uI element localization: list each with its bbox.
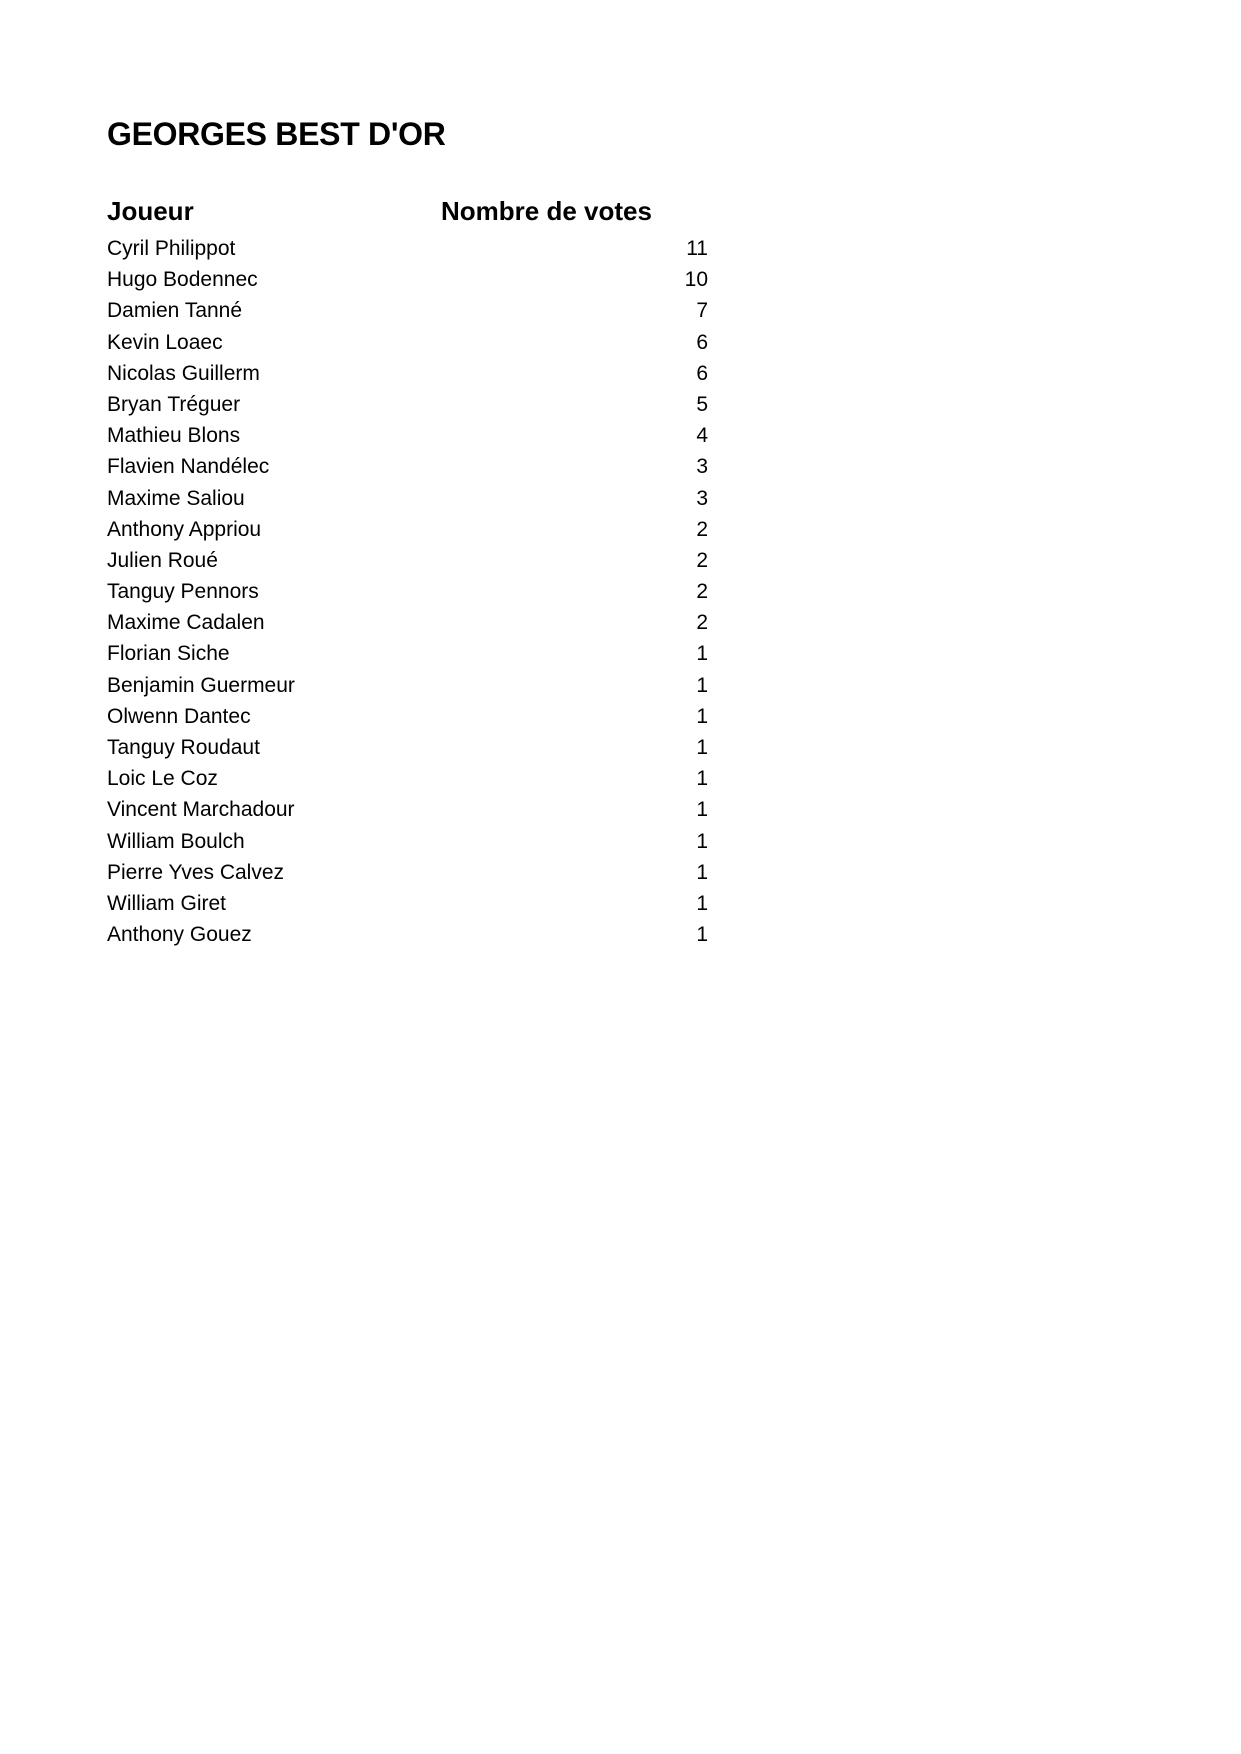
vote-count: 6 bbox=[696, 330, 708, 354]
player-name: Benjamin Guermeur bbox=[107, 673, 295, 697]
table-row bbox=[107, 483, 708, 514]
vote-count: 1 bbox=[696, 860, 708, 884]
table-row bbox=[107, 389, 708, 420]
player-name: Cyril Philippot bbox=[107, 237, 236, 260]
player-name: Nicolas Guillerm bbox=[107, 361, 260, 385]
vote-count: 1 bbox=[696, 767, 708, 791]
column-header-votes: Nombre de votes bbox=[441, 196, 652, 226]
table-row bbox=[107, 732, 708, 763]
player-name: Tanguy Roudaut bbox=[107, 736, 260, 759]
player-name: Bryan Tréguer bbox=[107, 392, 241, 416]
table-row bbox=[107, 420, 708, 451]
player-name: Kevin Loaec bbox=[107, 330, 223, 354]
table-row bbox=[107, 607, 708, 638]
vote-count: 2 bbox=[696, 517, 708, 541]
votes-table bbox=[107, 233, 708, 950]
vote-count: 10 bbox=[684, 268, 708, 292]
player-name: Julien Roué bbox=[107, 548, 218, 572]
table-row bbox=[107, 670, 708, 701]
table-row bbox=[107, 794, 708, 825]
table-row bbox=[107, 327, 708, 358]
table-row bbox=[107, 358, 708, 389]
player-name: Anthony Gouez bbox=[107, 923, 252, 947]
vote-count: 7 bbox=[696, 299, 708, 323]
vote-count: 1 bbox=[696, 891, 708, 915]
player-name: Maxime Saliou bbox=[107, 486, 245, 510]
table-row bbox=[107, 919, 708, 950]
vote-count: 2 bbox=[696, 548, 708, 572]
table-row bbox=[107, 857, 708, 888]
document-title: GEORGES BEST D'OR bbox=[107, 116, 446, 152]
player-name: Hugo Bodennec bbox=[107, 268, 258, 292]
vote-count: 1 bbox=[696, 704, 708, 728]
vote-count: 1 bbox=[696, 642, 708, 666]
vote-count: 1 bbox=[696, 829, 708, 853]
table-row bbox=[107, 888, 708, 919]
table-row bbox=[107, 451, 708, 482]
table-row bbox=[107, 264, 708, 295]
player-name: Anthony Appriou bbox=[107, 517, 262, 541]
player-name: Loic Le Coz bbox=[107, 767, 218, 791]
table-row bbox=[107, 514, 708, 545]
vote-count: 3 bbox=[696, 455, 708, 479]
player-name: Flavien Nandélec bbox=[107, 455, 270, 479]
player-name: Olwenn Dantec bbox=[107, 704, 251, 728]
table-row bbox=[107, 295, 708, 326]
player-name: Damien Tanné bbox=[107, 299, 243, 323]
player-name: William Giret bbox=[107, 891, 226, 915]
vote-count: 6 bbox=[696, 361, 708, 385]
vote-count: 5 bbox=[696, 392, 708, 416]
table-row bbox=[107, 576, 708, 607]
vote-count: 3 bbox=[696, 486, 708, 510]
table-row bbox=[107, 763, 708, 794]
vote-count: 1 bbox=[696, 736, 708, 759]
player-name: Pierre Yves Calvez bbox=[107, 860, 285, 884]
vote-count: 2 bbox=[696, 611, 708, 635]
vote-count: 11 bbox=[686, 237, 708, 260]
table-row bbox=[107, 638, 708, 669]
player-name: Tanguy Pennors bbox=[107, 580, 259, 604]
vote-count: 1 bbox=[696, 798, 708, 822]
table-row bbox=[107, 545, 708, 576]
player-name: Mathieu Blons bbox=[107, 424, 241, 448]
player-name: William Boulch bbox=[107, 829, 245, 853]
column-header-player: Joueur bbox=[107, 196, 194, 226]
vote-count: 1 bbox=[696, 923, 708, 947]
player-name: Florian Siche bbox=[107, 642, 230, 666]
vote-count: 4 bbox=[696, 424, 708, 448]
table-row bbox=[107, 701, 708, 732]
player-name: Maxime Cadalen bbox=[107, 611, 265, 635]
table-row bbox=[107, 233, 708, 264]
vote-count: 2 bbox=[696, 580, 708, 604]
vote-count: 1 bbox=[696, 673, 708, 697]
table-row bbox=[107, 826, 708, 857]
player-name: Vincent Marchadour bbox=[107, 798, 295, 822]
